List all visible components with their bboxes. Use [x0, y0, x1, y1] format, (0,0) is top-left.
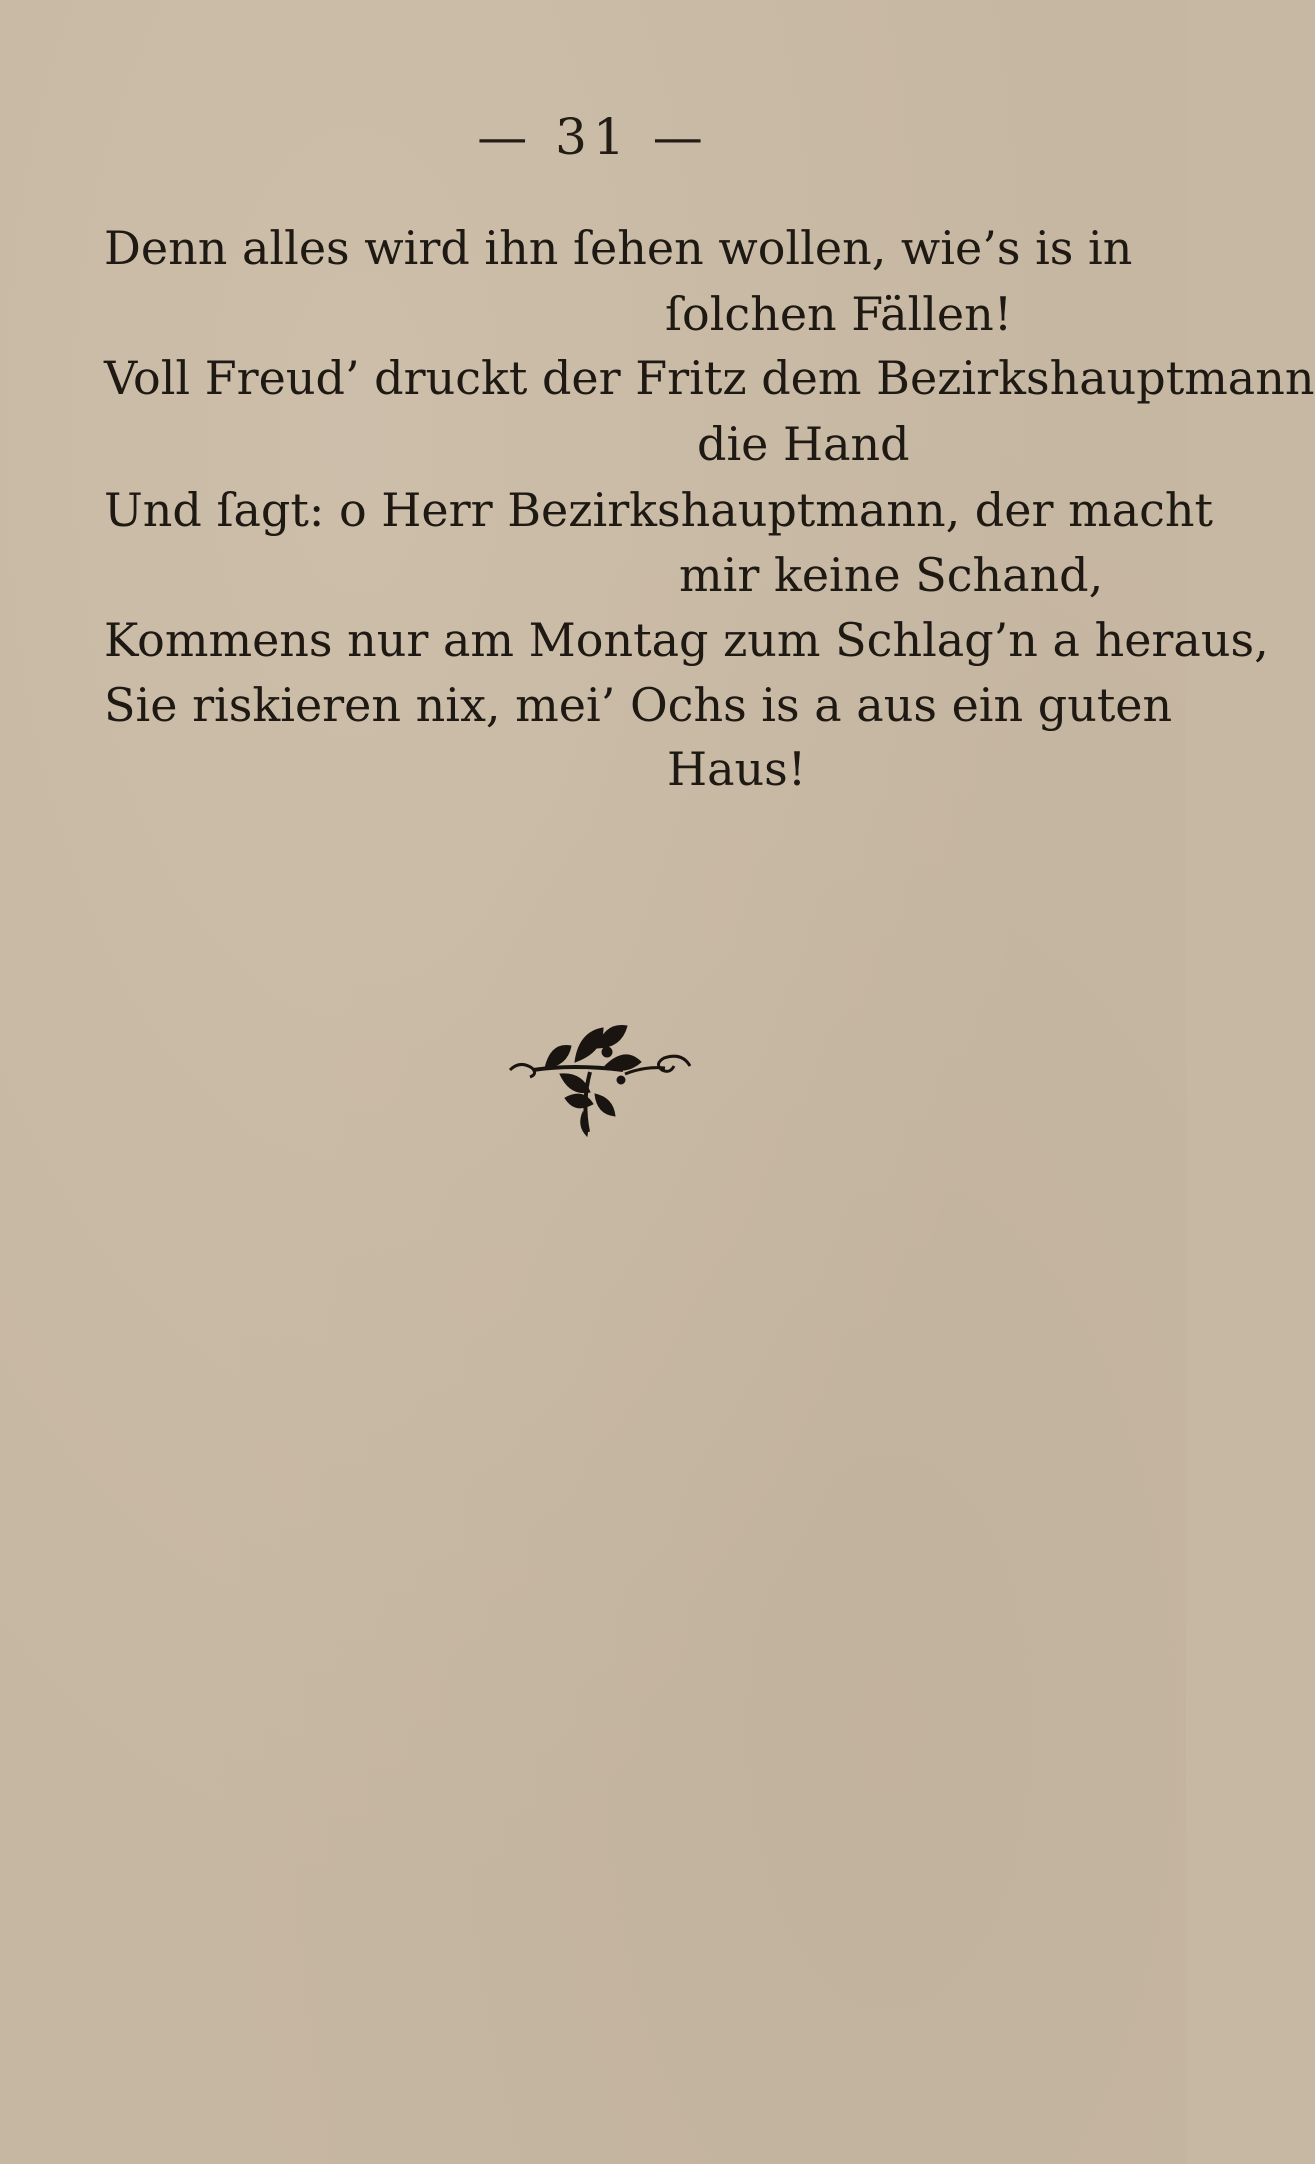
poem-line-3: Voll Freud’ druckt der Fritz dem Bezirkshauptmann [104, 351, 1315, 405]
poem-line-4: die Hand [697, 417, 910, 471]
floral-vignette-icon [505, 1008, 695, 1138]
poem-line-1: Denn alles wird ihn ſehen wollen, wie’s is in [104, 221, 1133, 275]
poem-line-2: ſolchen Fällen! [665, 287, 1013, 341]
page-number: — 31 — [477, 108, 709, 166]
poem-line-6: mir keine Schand, [679, 548, 1104, 602]
poem-line-9: Haus! [667, 742, 807, 796]
poem-line-5: Und ſagt: o Herr Bezirkshauptmann, der macht [104, 483, 1214, 537]
poem-line-7: Kommens nur am Montag zum Schlag’n a heraus, [104, 613, 1269, 667]
poem-line-8: Sie riskieren nix, mei’ Ochs is a aus ein guten [104, 678, 1173, 732]
